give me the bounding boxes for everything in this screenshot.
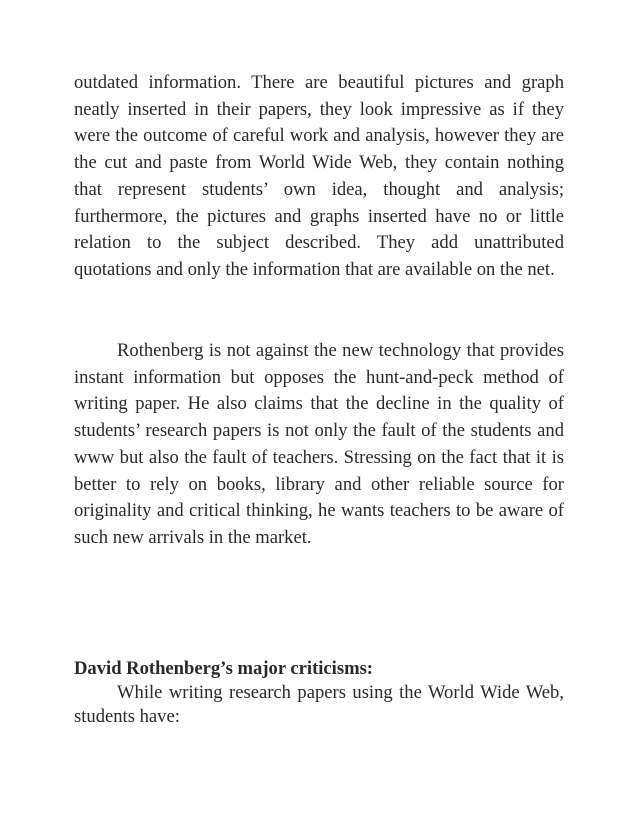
paragraph-1: outdated information. There are beautiful pictures and graph neatly inserted in their papers, they look impressive as if they were the outcome of careful work and analysis, however they are the cut and paste from World Wide Web, they contain nothing that represent students’ own idea, thought and analysis; furthermore, the pictures and graphs inserted have no or little relation to the subject described. They add unattributed quotations and only the information that are available on the net. [74,72,564,280]
paragraph-2: Rothenberg is not against the new technology that provides instant information but opposes the hunt-and-peck method of writing paper. He also claims that the decline in the quality of students’ research papers is not only the fault of the students and www but also the fault of teachers. Stressing on the fact that it is better to rely on books, library and other reliable source for originality and critical thinking, he wants teachers to be aware of such new arrivals in the market. [74,340,564,548]
section-heading: David Rothenberg’s major criticisms: [74,658,373,679]
section-intro-paragraph: While writing research papers using the World Wide Web, students have: [74,682,564,727]
